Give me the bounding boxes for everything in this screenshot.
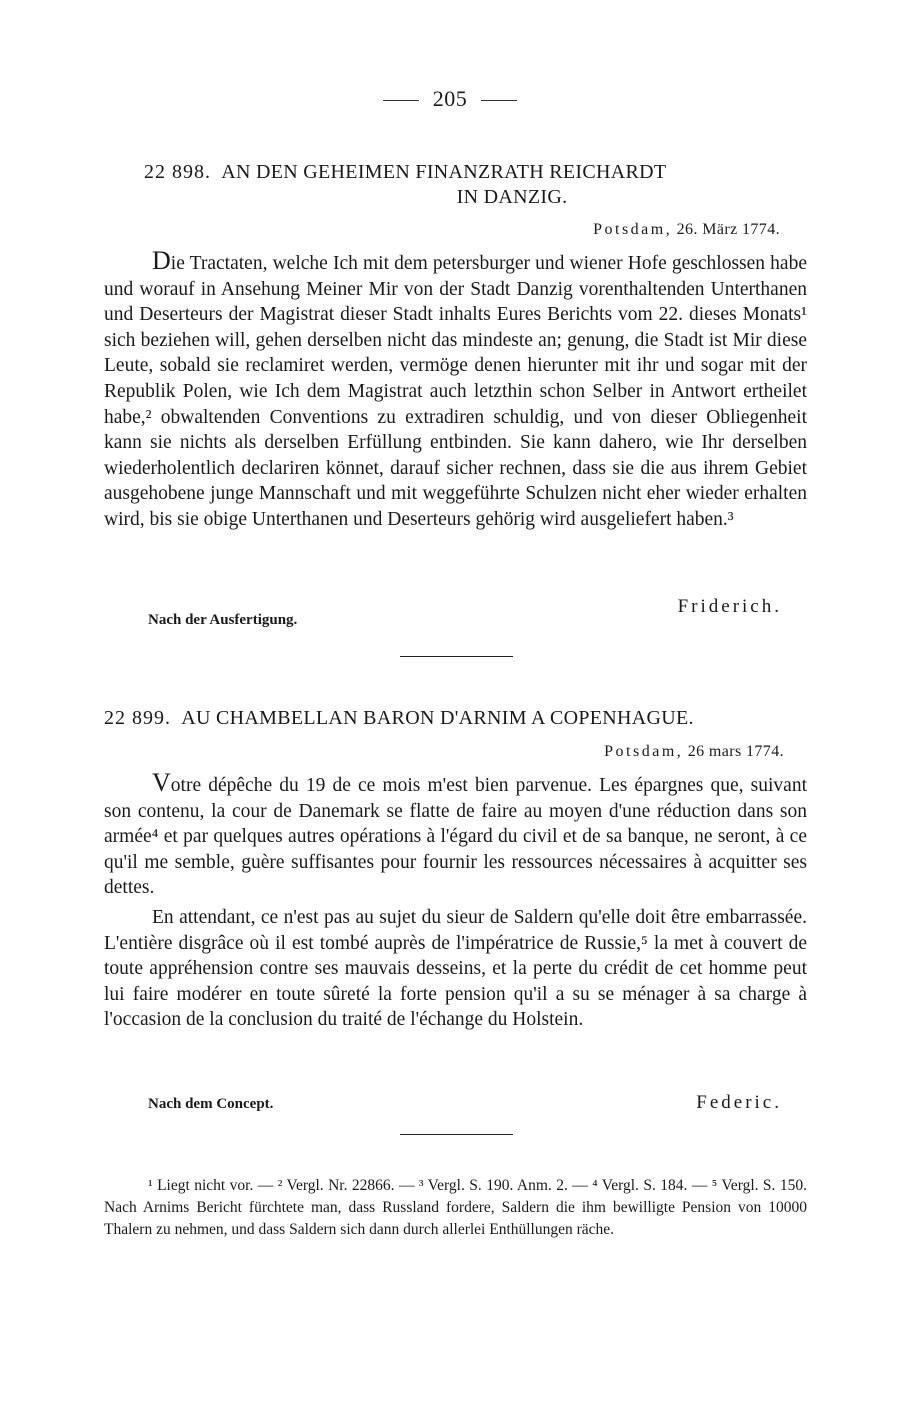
footnotes-text: ¹ Liegt nicht vor. — ² Vergl. Nr. 22866. — ³ Vergl. S. 190. Anm. 2. — ⁴ Vergl. S. 184. — ⁵ Vergl. S. 150. Nach Arnims Bericht fürchtete man, dass Russland fordere, Saldern die ihm bewilligte Pension von 10000 Thalern zu nehmen, und dass Saldern sich dann durch allerlei Enthüllungen räche. [104, 1177, 807, 1238]
dash-left [383, 100, 419, 101]
letter1-initial: D [152, 246, 171, 275]
letter2-number: 22 899. [104, 707, 171, 729]
letter2-heading [104, 706, 814, 731]
footnotes [104, 1175, 807, 1241]
page-number [0, 86, 900, 112]
letter1-signature: Friderich. [677, 596, 782, 617]
divider-1 [400, 656, 513, 657]
dash-right [481, 100, 517, 101]
letter1-heading-line2: IN DANZIG. [456, 186, 568, 208]
letter2-para2: En attendant, ce n'est pas au sujet du sieur de Saldern qu'elle doit être embarrassée. L'entière disgrâce où il est tombé auprès de l'impératrice de Russie,⁵ la met à couvert de toute appréhension contre ses mauvais desseins, et la perte du crédit de cet homme peut lui faire modérer en toute sûreté la forte pension qu'il a su se ménager à sa charge à l'occasion de la conclusion du traité de l'échange du Holstein. [104, 906, 807, 1031]
letter1-heading-line2-wrap [104, 185, 804, 210]
letter2-para1: otre dépêche du 19 de ce mois m'est bien parvenue. Les épargnes que, suivant son contenu, la cour de Danemark se flatte de faire au moyen d'une réduction dans son armée⁴ et par quelques autres opérations à l'égard du civil et de sa banque, ne seront, à ce qu'il me semble, guère suffisantes pour fournir les ressources nécessaires à acquitter ses dettes. [104, 775, 807, 899]
page-number-text: 205 [432, 86, 468, 111]
letter1-body-text: ie Tractaten, welche Ich mit dem petersburger und wiener Hofe geschlossen habe und worauf in Ansehung Meiner Mir von der Stadt Danzig vorenthaltenden Unterthanen und Deserteurs der Magistrat dieser Stadt inhalts Eures Berichts vom 22. dieses Monats¹ sich beziehen will, gehen derselben nicht das mindeste an; genung, die Stadt ist Mir diese Leute, sobald sie reclamiret werden, vermöge denen hierunter mit ihr und sogar mit der Republik Polen, wie Ich dem Magistrat auch letzthin schon Selber in Antwort ertheilet habe,² obwaltenden Conventions zu extradiren schuldig, und von dieser Obliegenheit kann sie nichts als derselben Erfüllung entbinden. Sie kann dahero, wie Ihr derselben wiederholentlich declariren könnet, darauf sicher rechnen, dass sie die aus ihrem Gebiet ausgehobene junge Mannschaft und mit weggeführte Schulzen nicht eher wieder erhalten wird, bis sie obige Unterthanen und Deserteurs gehörig wird ausgeliefert haben.³ [104, 253, 807, 530]
letter2-body [104, 770, 807, 1033]
letter2-place-date [604, 743, 784, 761]
letter1-number: 22 898. [144, 161, 211, 183]
letter1-heading [144, 160, 804, 185]
divider-2 [400, 1134, 513, 1135]
letter2-place: Potsdam, [604, 743, 684, 760]
letter1-body [104, 248, 807, 533]
letter1-place: Potsdam, [593, 221, 673, 238]
letter1-heading-line1: AN DEN GEHEIMEN FINANZRATH REICHARDT [221, 161, 667, 183]
letter2-signature: Federic. [696, 1092, 782, 1113]
letter1-date: 26. März 1774. [676, 221, 780, 238]
letter2-heading-text: AU CHAMBELLAN BARON D'ARNIM A COPENHAGUE. [181, 707, 694, 729]
letter2-source: Nach dem Concept. [148, 1096, 274, 1112]
letter1-place-date [593, 221, 780, 239]
letter2-date: 26 mars 1774. [687, 743, 784, 760]
letter2-initial: V [152, 768, 171, 797]
letter1-source: Nach der Ausfertigung. [148, 612, 298, 628]
